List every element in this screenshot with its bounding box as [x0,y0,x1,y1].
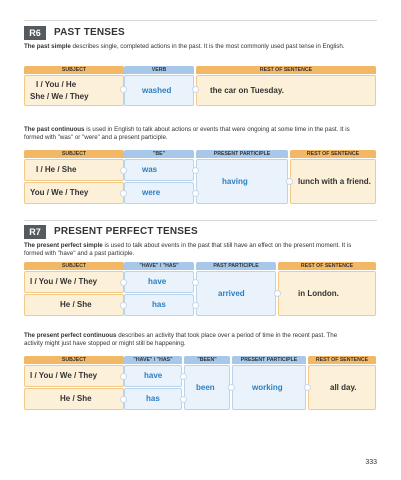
continuous-paragraph [24,126,354,142]
section-code: R6 [24,26,46,40]
puzzle-connector [180,373,187,380]
section-divider [24,220,377,221]
subject-text: She / We / They [30,92,89,101]
header-participle: PRESENT PARTICIPLE [232,356,306,364]
header-participle: PAST PARTICIPLE [196,262,276,270]
puzzle-connector [120,396,127,403]
puzzle-connector [120,190,127,197]
rest-text: in London. [298,289,339,298]
puzzle-connector [120,302,127,309]
section-heading-r7 [24,225,384,239]
subject-text: I / You / We / They [30,277,98,286]
header-rest: REST OF SENTENCE [278,262,376,270]
header-subject: SUBJECT [24,356,124,364]
header-been: "BEEN" [184,356,230,364]
puzzle-connector [192,302,199,309]
aux-text: have [144,371,163,380]
rest-text: the car on Tuesday. [210,86,284,95]
header-be: "BE" [124,150,194,158]
section-code: R7 [24,225,46,239]
header-aux: "HAVE" / "HAS" [124,262,194,270]
header-rest: REST OF SENTENCE [308,356,376,364]
term: The past simple [24,43,71,50]
aux-text: has [152,300,166,309]
page-number: 333 [365,459,377,466]
subject-text: He / She [60,300,92,309]
paragraph-text: describes single, completed actions in the past. It is the most commonly used past tense in English. [70,43,345,50]
section-title: PAST TENSES [54,27,125,38]
section-heading-r6 [24,26,384,40]
header-participle: PRESENT PARTICIPLE [196,150,288,158]
intro-paragraph [24,43,354,51]
puzzle-connector [286,178,293,185]
header-rest: REST OF SENTENCE [196,66,376,74]
puzzle-connector [192,86,199,93]
be-text: was [142,165,158,174]
section-divider [24,20,377,21]
puzzle-connector [120,373,127,380]
subject-text: He / She [60,394,92,403]
participle-text: working [252,383,283,392]
term: The present perfect continuous [24,332,117,339]
puzzle-connector [192,279,199,286]
section-title: PRESENT PERFECT TENSES [54,226,198,237]
header-aux: "HAVE" / "HAS" [124,356,182,364]
paragraph-text: is used to talk about events in the past that still have an effect on the present moment. It is formed with "have" and a past participle. [24,242,352,257]
continuous-paragraph [24,332,354,348]
puzzle-connector [192,190,199,197]
been-text: been [196,383,215,392]
puzzle-connector [192,167,199,174]
subject-text: I / You / We / They [30,371,98,380]
puzzle-connector [304,384,311,391]
subject-text: I / He / She [36,165,77,174]
participle-text: arrived [218,289,245,298]
header-rest: REST OF SENTENCE [290,150,376,158]
header-subject: SUBJECT [24,262,124,270]
paragraph-text: describes an activity that took place over a period of time in the recent past. The activity might just have stopped or might still be happening. [24,332,338,347]
be-text: were [142,188,161,197]
aux-text: have [148,277,167,286]
header-subject: SUBJECT [24,66,124,74]
aux-text: has [146,394,160,403]
puzzle-connector [274,290,281,297]
puzzle-connector [228,384,235,391]
be-tile [124,159,194,181]
puzzle-connector [120,167,127,174]
puzzle-connector [120,279,127,286]
term: The past continuous [24,126,85,133]
header-subject: SUBJECT [24,150,124,158]
paragraph-text: is used in English to talk about actions or events that were ongoing at some time in the past. It is formed with "was" or "were" and a present participle. [24,126,350,141]
verb-text: washed [142,86,172,95]
rest-text: lunch with a friend. [298,177,371,186]
header-verb: VERB [124,66,194,74]
participle-text: having [222,177,248,186]
puzzle-connector [180,396,187,403]
term: The present perfect simple [24,242,103,249]
puzzle-connector [120,86,127,93]
intro-paragraph [24,242,354,258]
rest-text: all day. [330,383,357,392]
subject-text: You / We / They [30,188,89,197]
subject-text: I / You / He [36,80,77,89]
